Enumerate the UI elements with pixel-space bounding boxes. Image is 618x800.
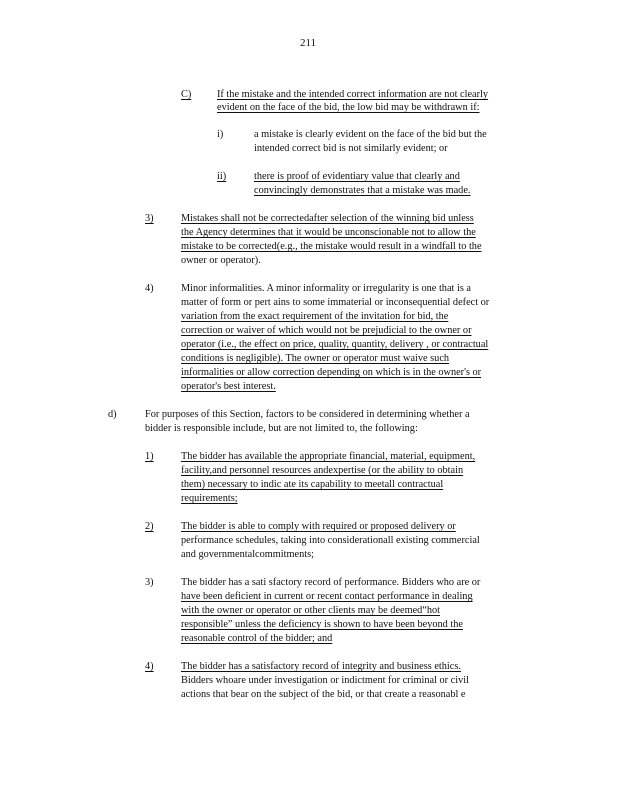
- item-c-line: evident on the face of the bid, the low bid may be withdrawn if:: [217, 102, 480, 113]
- item-3-line: mistake to be corrected(e.g., the mistake would result in a windfall to the: [181, 241, 482, 252]
- item-d1-line: facility,and personnel resources andexpertise (or the ability to obtain: [181, 465, 464, 476]
- item-d2-line: The bidder is able to comply with required or proposed delivery or: [181, 521, 456, 532]
- item-3-line: Mistakes shall not be correctedafter selection of the winning bid unless: [181, 213, 474, 224]
- item-d1-line: The bidder has available the appropriate financial, material, equipment,: [181, 451, 476, 462]
- item-d-line: bidder is responsible include, but are not limited to, the following:: [145, 423, 418, 434]
- item-4-line: matter of form or pert ains to some immaterial or inconsequential defect or: [181, 297, 490, 308]
- item-d1-marker: 1): [145, 451, 154, 462]
- item-d4-line: actions that bear on the subject of the bid, or that create a reasonabl e: [181, 689, 466, 700]
- item-4-line: variation from the exact requirement of the invitation for bid, the: [181, 311, 449, 322]
- item-d3-line: responsible” unless the deficiency is shown to have been beyond the: [181, 619, 463, 630]
- item-c-ii-line: convincingly demonstrates that a mistake was made.: [254, 185, 471, 196]
- item-d2-line: and governmentalcommitments;: [181, 549, 314, 560]
- item-4-marker: 4): [145, 283, 154, 294]
- item-c-ii-marker: ii): [217, 171, 227, 182]
- item-c-marker: C): [181, 89, 192, 100]
- item-d3-line: with the owner or operator or other clients may be deemed“hot: [181, 605, 441, 616]
- item-4-line: correction or waiver of which would not be prejudicial to the owner or: [181, 325, 472, 336]
- item-c-line: If the mistake and the intended correct information are not clearly: [217, 89, 489, 100]
- item-c-i-line: a mistake is clearly evident on the face of the bid but the: [254, 129, 487, 140]
- item-d3-line: have been deficient in current or recent contact performance in dealing: [181, 591, 473, 602]
- item-4-line: Minor informalities. A minor informality or irregularity is one that is a: [181, 283, 471, 294]
- item-d2-marker: 2): [145, 521, 154, 532]
- item-c-i-line: intended correct bid is not similarly evident; or: [254, 143, 448, 154]
- item-d1-line: requirements;: [181, 493, 238, 504]
- item-d3-marker: 3): [145, 577, 154, 588]
- item-4-line: operator's best interest.: [181, 381, 276, 392]
- item-3-marker: 3): [145, 213, 154, 224]
- item-c-i-marker: i): [217, 129, 224, 140]
- item-3-line: the Agency determines that it would be unconscionable not to allow the: [181, 227, 476, 238]
- item-d4-marker: 4): [145, 661, 154, 672]
- item-d2-line: performance schedules, taking into considerationall existing commercial: [181, 535, 480, 546]
- item-d4-line: The bidder has a satisfactory record of integrity and business ethics.: [181, 661, 461, 672]
- item-d1-line: them) necessary to indic ate its capability to meetall contractual: [181, 479, 444, 490]
- item-d3-line: The bidder has a sati sfactory record of performance. Bidders who are or: [181, 577, 481, 588]
- item-d-line: For purposes of this Section, factors to be considered in determining whether a: [145, 409, 470, 420]
- item-4-line: conditions is negligible). The owner or operator must waive such: [181, 353, 450, 364]
- page-number: 211: [300, 37, 317, 49]
- item-4-line: operator (i.e., the effect on price, quality, quantity, delivery , or contractual: [181, 339, 489, 350]
- item-d-marker: d): [108, 409, 117, 420]
- item-4-line: informalities or allow correction depending on which is in the owner's or: [181, 367, 482, 378]
- item-c-ii-line: there is proof of evidentiary value that clearly and: [254, 171, 460, 182]
- item-d4-line: Bidders whoare under investigation or indictment for criminal or civil: [181, 675, 469, 686]
- item-d3-line: reasonable control of the bidder; and: [181, 633, 333, 644]
- item-3-line: owner or operator).: [181, 255, 261, 266]
